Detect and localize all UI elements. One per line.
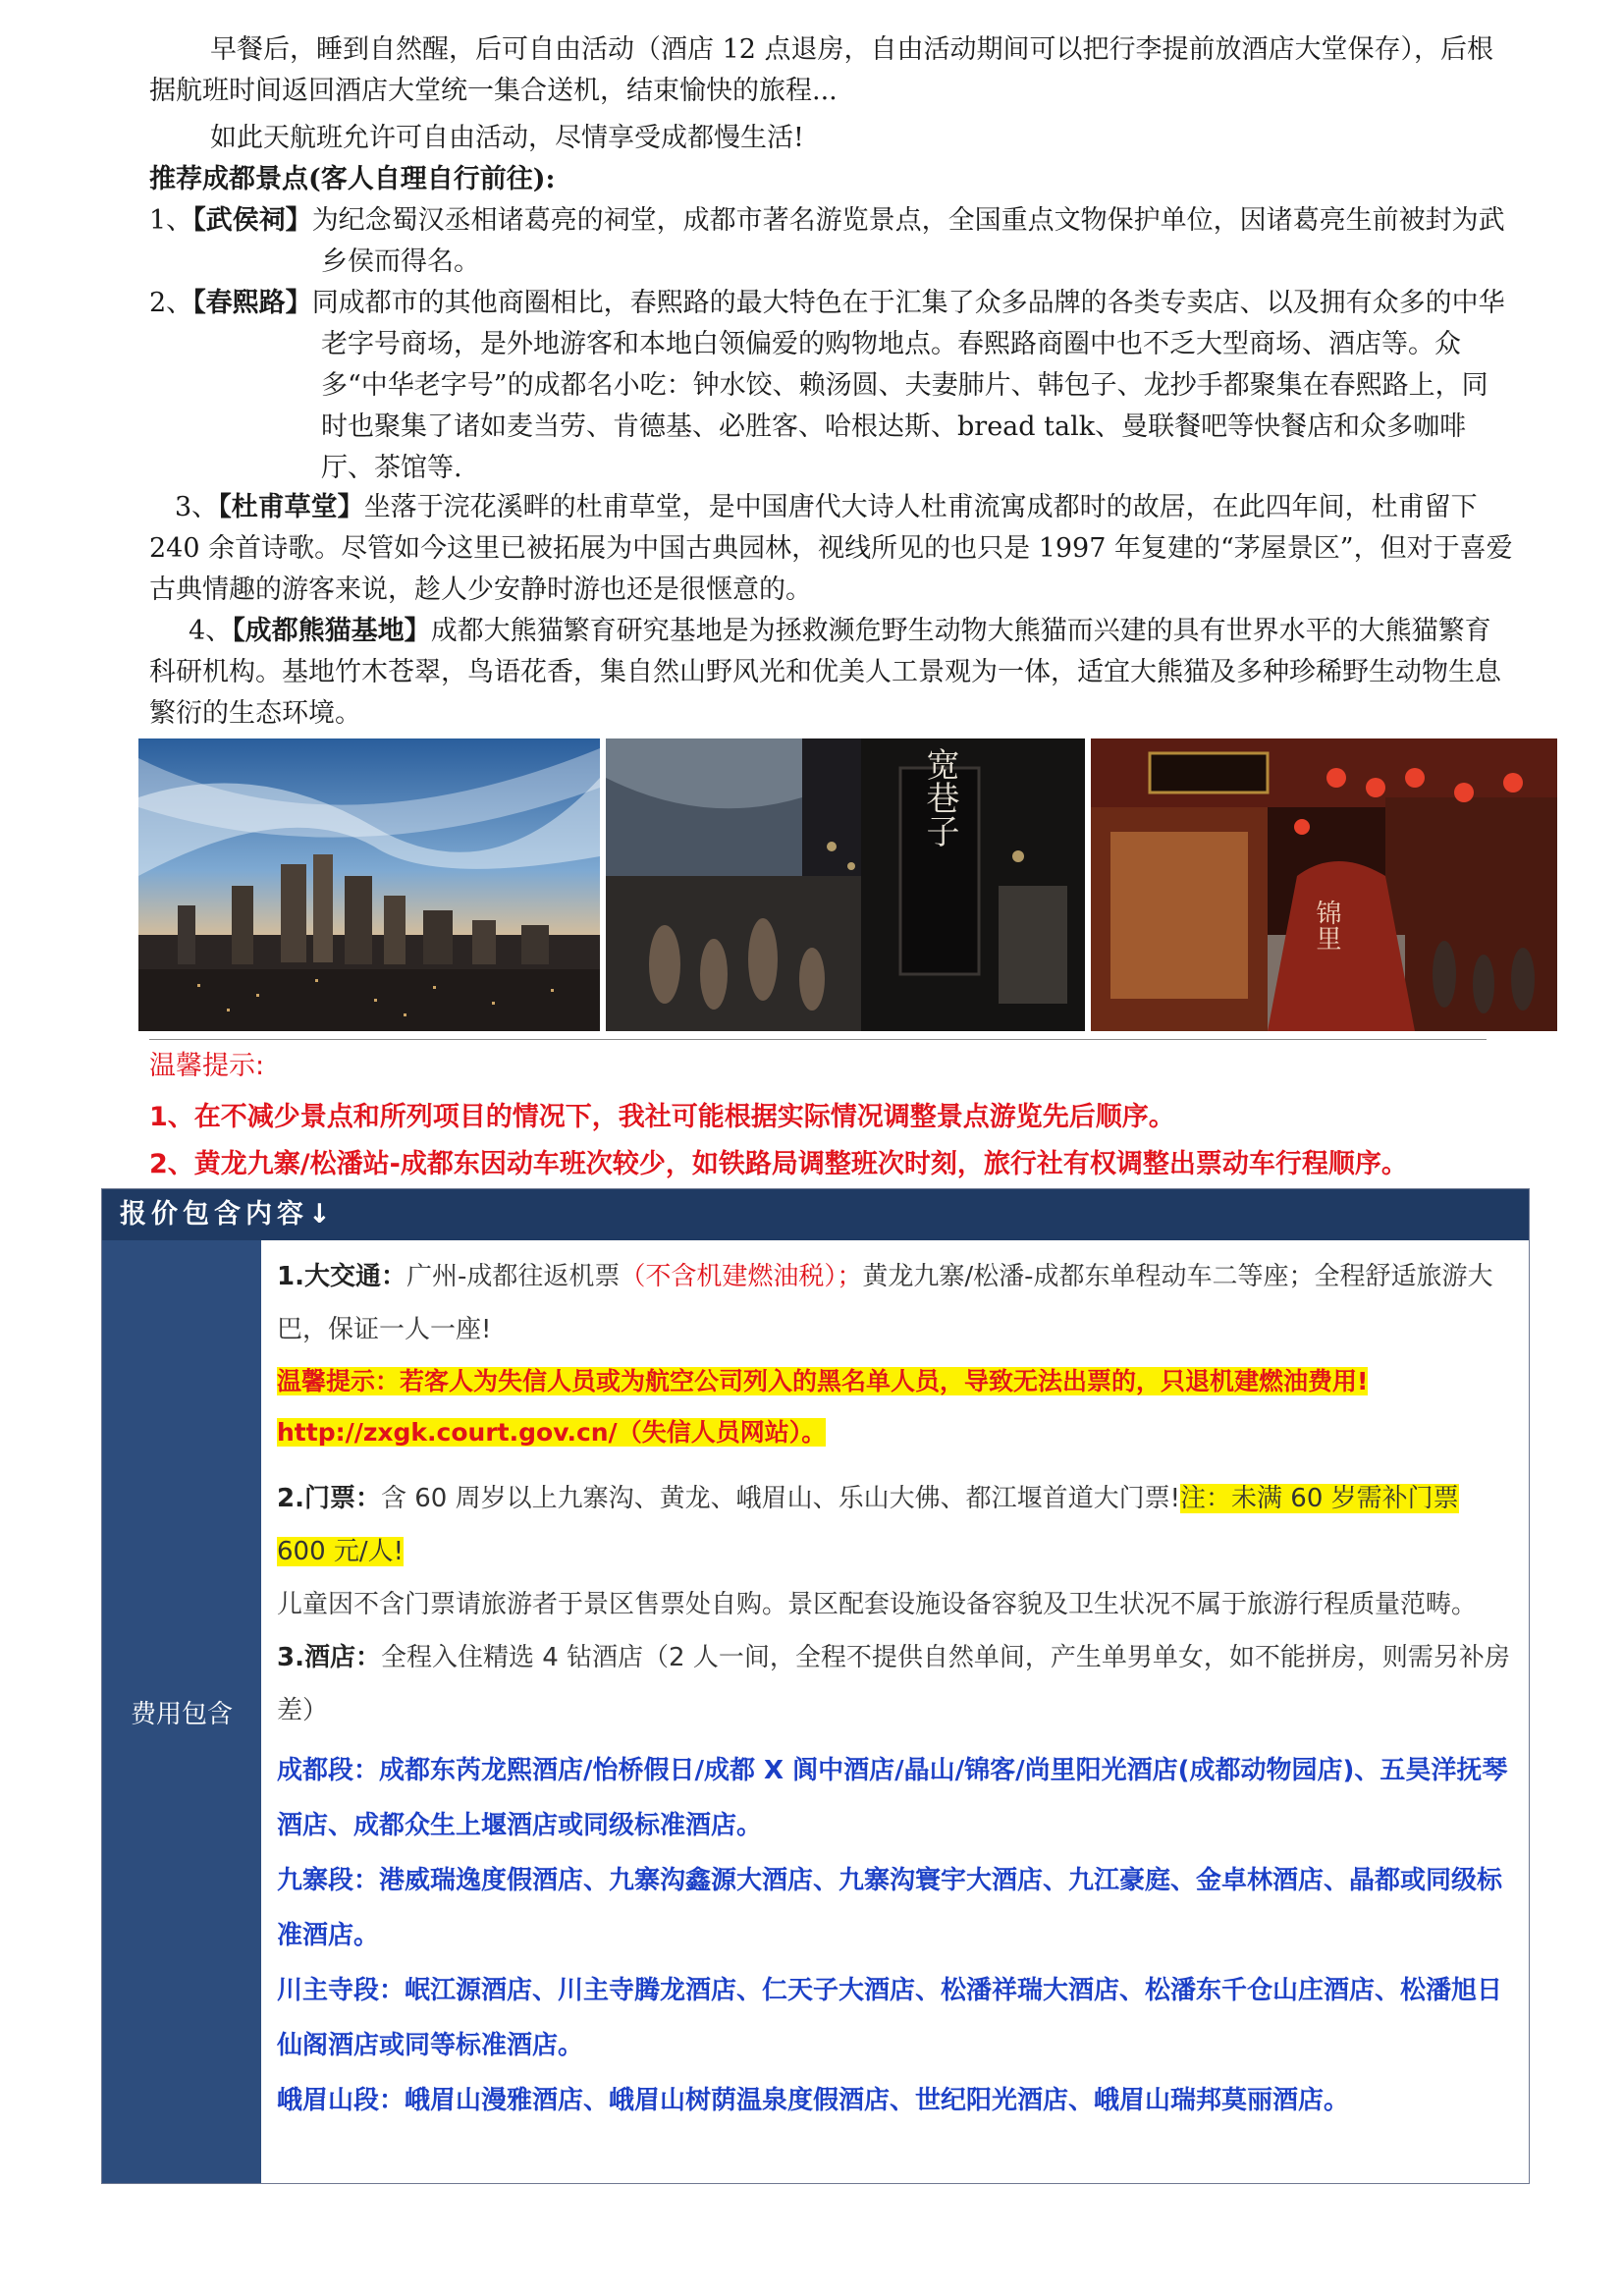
jinli-sign: 锦里 <box>1312 900 1341 951</box>
attraction-item-dufu-caotang <box>149 487 1514 611</box>
attraction-desc: 成都大熊猫繁育研究基地是为拯救濒危野生动物大熊猫而兴建的具有世界水平的大熊猫繁育科研机构。基地竹木苍翠，鸟语花香，集自然山野风光和优美人工景观为一体，适宜大熊猫及多种珍稀野生动物生息繁衍的生态环境。 <box>149 616 1501 729</box>
attraction-item-wuhouci <box>149 200 1514 283</box>
attraction-name: 【武侯祠】 <box>192 205 312 236</box>
ticket-children-note: 儿童因不含门票请旅游者于景区售票处自购。景区配套设施设备容貌及卫生状况不属于旅游行程质量范畴。 <box>277 1590 1478 1619</box>
transport-text-a: 广州-成都往返机票 <box>406 1262 621 1291</box>
ticket-supplement-note: 注：未满 60 岁需补门票 600 元/人! <box>277 1484 1459 1566</box>
attraction-number: 2、 <box>149 288 193 318</box>
blacklist-warning <box>277 1356 1515 1458</box>
price-includes-table <box>101 1188 1530 2184</box>
tips-title: 温馨提示: <box>149 1051 265 1081</box>
hotel-chengdu: 成都段：成都东芮龙熙酒店/怡桥假日/成都 X 阆中酒店/晶山/锦客/尚里阳光酒店(成都动物园店)、五昊洋抚琴酒店、成都众生上堰酒店或同级标准酒店。 <box>277 1756 1508 1840</box>
recommend-heading: 推荐成都景点(客人自理自行前往): <box>149 164 556 194</box>
photo-chengdu-skyline <box>138 738 600 1031</box>
attraction-number: 3、 <box>175 492 219 522</box>
hotel-block <box>277 1631 1515 1737</box>
ticket-block <box>277 1472 1515 1578</box>
attraction-desc: 为纪念蜀汉丞相诸葛亮的祠堂，成都市著名游览景点，全国重点文物保护单位，因诸葛亮生前被封为武乡侯而得名。 <box>311 205 1505 277</box>
attraction-desc: 坐落于浣花溪畔的杜甫草堂，是中国唐代大诗人杜甫流寓成都时的故居，在此四年间，杜甫留下 240 余首诗歌。尽管如今这里已被拓展为中国古典园林，视线所见的也只是 1997 年复建的“茅屋景区”，但对于喜爱古典情趣的游客来说，趁人少安静时游也还是很惬意的。 <box>149 492 1513 605</box>
fee-includes-content <box>261 1240 1529 2183</box>
attraction-number: 1、 <box>149 205 193 236</box>
ticket-label: 2.门票： <box>277 1484 381 1513</box>
photo-strip <box>138 738 1557 1031</box>
attraction-name: 【成都熊猫基地】 <box>232 616 431 646</box>
ticket-text-a: 含 60 周岁以上九寨沟、黄龙、峨眉山、乐山大佛、都江堰首道大门票! <box>380 1484 1181 1513</box>
attraction-name: 【春熙路】 <box>192 288 312 318</box>
fee-includes-label <box>102 1240 261 2183</box>
tip-item-1: 1、在不减少景点和所列项目的情况下，我社可能根据实际情况调整景点游览先后顺序。 <box>149 1102 1175 1132</box>
transport-text-b: 黄龙九寨/松潘-成都东单程动车二等座；全程舒适旅游大巴，保证一人一座! <box>277 1262 1493 1344</box>
hotel-emeishan: 峨眉山段：峨眉山漫雅酒店、峨眉山树荫温泉度假酒店、世纪阳光酒店、峨眉山瑞邦莫丽酒店。 <box>277 2086 1350 2115</box>
intro-paragraph-2: 如此天航班允许可自由活动，尽情享受成都慢生活! <box>210 123 804 153</box>
attraction-name: 【杜甫草堂】 <box>218 492 364 522</box>
attraction-number: 4、 <box>189 616 233 646</box>
intro-paragraph-1: 早餐后，睡到自然醒，后可自由活动（酒店 12 点退房，自由活动期间可以把行李提前放酒店大堂保存），后根据航班时间返回酒店大堂统一集合送机，结束愉快的旅程... <box>149 34 1494 106</box>
transport-fuel-note: （不含机建燃油税）； <box>620 1262 863 1291</box>
hotel-jiuzhai: 九寨段：港威瑞逸度假酒店、九寨沟鑫源大酒店、九寨沟寰宇大酒店、九江豪庭、金卓林酒店、晶都或同级标准酒店。 <box>277 1866 1503 1950</box>
transport-label: 1.大交通： <box>277 1262 406 1291</box>
photo-kuanzhaixiangzi <box>606 738 1085 1031</box>
table-header: 报价包含内容↓ <box>102 1189 1529 1240</box>
hotel-label: 3.酒店： <box>277 1643 381 1672</box>
hotel-chuanzhusi: 川主寺段：岷江源酒店、川主寺腾龙酒店、仁天子大酒店、松潘祥瑞大酒店、松潘东千仓山庄酒店、松潘旭日仙阁酒店或同等标准酒店。 <box>277 1976 1503 2060</box>
kuanxiangzi-sign: 宽巷子 <box>920 747 959 847</box>
tip-item-2: 2、黄龙九寨/松潘站-成都东因动车班次较少，如铁路局调整班次时刻，旅行社有权调整出票动车行程顺序。 <box>149 1149 1408 1179</box>
divider <box>149 1039 1487 1040</box>
court-website-link[interactable]: http://zxgk.court.gov.cn/（失信人员网站）。 <box>277 1418 827 1447</box>
fee-includes-text: 费用包含 <box>130 1699 233 1729</box>
attraction-desc: 同成都市的其他商圈相比，春熙路的最大特色在于汇集了众多品牌的各类专卖店、以及拥有众多的中华老字号商场，是外地游客和本地白领偏爱的购物地点。春熙路商圈中也不乏大型商场、酒店等。众多“中华老字号”的成都名小吃：钟水饺、赖汤圆、夫妻肺片、韩包子、龙抄手都聚集在春熙路上，同时也聚集了诸如麦当劳、肯德基、必胜客、哈根达斯、bread talk、曼联餐吧等快餐店和众多咖啡厅、茶馆等. <box>311 288 1505 483</box>
blacklist-warning-text: 温馨提示：若客人为失信人员或为航空公司列入的黑名单人员，导致无法出票的，只退机建燃油费用! <box>277 1367 1369 1395</box>
hotel-text: 全程入住精选 4 钻酒店（2 人一间，全程不提供自然单间，产生单男单女，如不能拼房，则需另补房差） <box>277 1643 1510 1725</box>
attraction-item-panda-base <box>149 611 1514 735</box>
photo-jinli-street <box>1091 738 1557 1031</box>
attraction-item-chunxilu <box>149 283 1514 489</box>
transport-block <box>277 1250 1515 1356</box>
